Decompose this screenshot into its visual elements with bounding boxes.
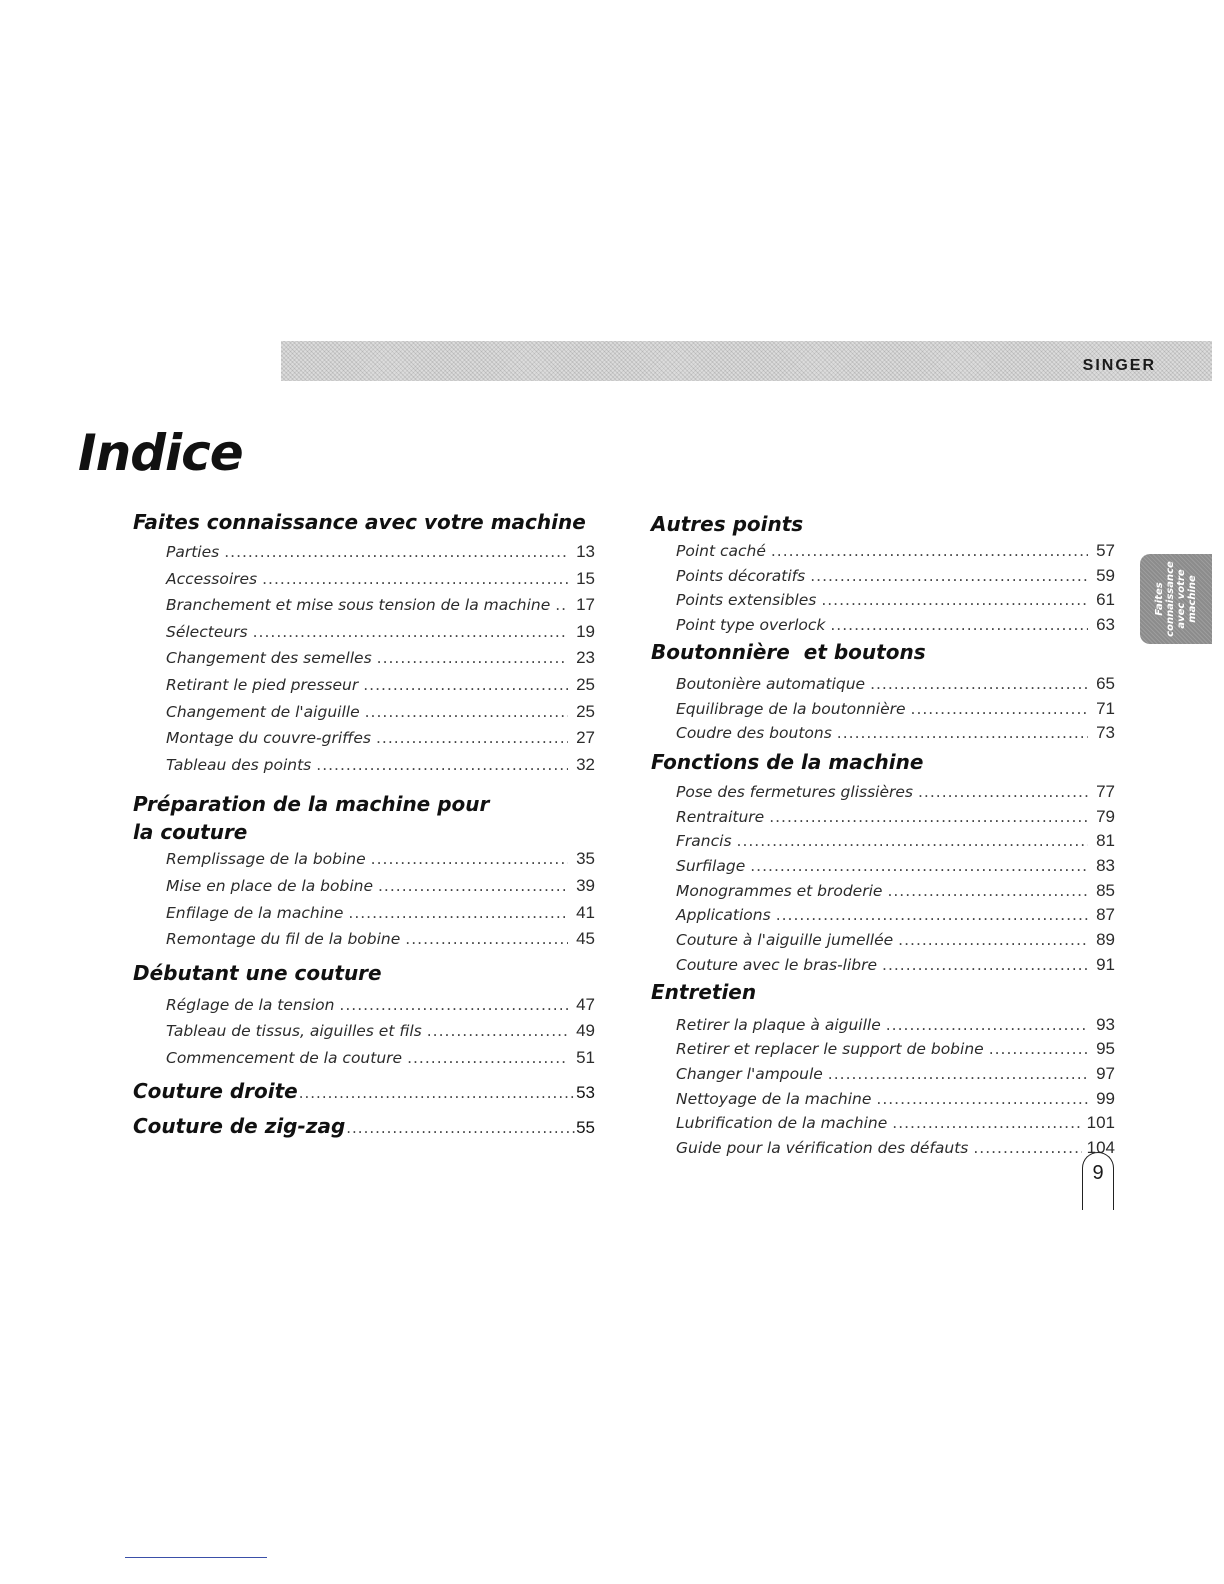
toc-entry[interactable] bbox=[651, 854, 1115, 879]
toc-entry-label: Changement des semelles bbox=[166, 649, 372, 668]
chapter-tab-label bbox=[1154, 561, 1198, 637]
toc-entry[interactable] bbox=[133, 619, 595, 646]
toc-entry-label: Surfilage bbox=[676, 857, 746, 876]
toc-major-entry[interactable] bbox=[133, 1075, 595, 1110]
toc-entry-label: Remplissage de la bobine bbox=[166, 850, 366, 869]
toc-entry-label: Monogrammes et broderie bbox=[676, 881, 883, 900]
toc-entry[interactable] bbox=[133, 900, 595, 927]
toc-entry-label: Guide pour la vérification des défauts bbox=[676, 1139, 969, 1158]
section-heading: Fonctions de la machine bbox=[651, 749, 924, 774]
toc-entry-label: Coudre des boutons bbox=[676, 724, 832, 743]
toc-entry-page: 41 bbox=[576, 902, 595, 922]
toc-entry[interactable] bbox=[651, 721, 1115, 746]
chapter-tab-line: avec votre bbox=[1176, 569, 1187, 629]
section-heading: Débutant une couture bbox=[133, 960, 382, 985]
section-heading: Faites connaissance avec votre machine bbox=[133, 510, 586, 534]
toc-entry[interactable] bbox=[651, 564, 1115, 589]
toc-entry[interactable] bbox=[651, 1111, 1115, 1136]
toc-entry[interactable] bbox=[651, 539, 1115, 564]
toc-major-page: 53 bbox=[576, 1082, 595, 1102]
toc-entry-page: 104 bbox=[1086, 1138, 1115, 1158]
leader-dots bbox=[769, 806, 1088, 830]
toc-entry-label: Boutonière automatique bbox=[676, 674, 866, 693]
leader-dots bbox=[376, 725, 568, 752]
toc-entry[interactable] bbox=[651, 829, 1115, 854]
toc-entry[interactable] bbox=[651, 1087, 1115, 1112]
toc-entry-page: 89 bbox=[1096, 930, 1115, 950]
toc-entry-page: 19 bbox=[576, 621, 595, 641]
toc-entry[interactable] bbox=[133, 992, 595, 1019]
toc-entry-label: Sélecteurs bbox=[166, 622, 248, 641]
leader-dots bbox=[886, 1014, 1088, 1038]
toc-entry-page: 23 bbox=[576, 648, 595, 668]
leader-dots bbox=[911, 698, 1088, 722]
toc-entry-page: 73 bbox=[1096, 723, 1115, 743]
leader-dots bbox=[898, 929, 1088, 953]
leader-dots bbox=[810, 565, 1088, 589]
toc-entry-label: Retirer et replacer le support de bobine bbox=[676, 1040, 984, 1059]
toc-entry-page: 71 bbox=[1096, 698, 1115, 718]
toc-entry[interactable] bbox=[651, 903, 1115, 928]
footer-rule bbox=[125, 1557, 267, 1558]
toc-entry[interactable] bbox=[651, 780, 1115, 805]
leader-dots bbox=[299, 1077, 575, 1110]
toc-entry[interactable] bbox=[651, 953, 1115, 978]
toc-major-label: Couture de zig-zag bbox=[133, 1113, 346, 1138]
leader-dots bbox=[821, 589, 1088, 613]
toc-entry-page: 79 bbox=[1096, 806, 1115, 826]
toc-entry-label: Réglage de la tension bbox=[166, 995, 335, 1014]
leader-dots bbox=[405, 926, 568, 953]
toc-entry[interactable] bbox=[133, 592, 595, 619]
toc-entry-page: 65 bbox=[1096, 673, 1115, 693]
leader-dots bbox=[348, 900, 568, 927]
toc-entry-page: 27 bbox=[576, 728, 595, 748]
toc-entry-label: Montage du couvre-griffes bbox=[166, 729, 371, 748]
toc-entry-label: Accessoires bbox=[166, 569, 258, 588]
toc-entry-label: Retirant le pied presseur bbox=[166, 675, 359, 694]
leader-dots bbox=[830, 614, 1088, 638]
toc-entry-label: Point type overlock bbox=[676, 616, 826, 635]
toc-left-column bbox=[133, 508, 595, 1145]
toc-right-column bbox=[651, 508, 1115, 1161]
toc-list bbox=[133, 539, 595, 778]
toc-entry-page: 91 bbox=[1096, 954, 1115, 974]
leader-dots bbox=[837, 722, 1088, 746]
toc-entry-page: 61 bbox=[1096, 590, 1115, 610]
leader-dots bbox=[407, 1045, 568, 1072]
toc-entry-page: 99 bbox=[1096, 1088, 1115, 1108]
page-title: Indice bbox=[78, 424, 243, 482]
chapter-tab-line: Faites bbox=[1154, 582, 1165, 616]
leader-dots bbox=[365, 699, 568, 726]
leader-dots bbox=[737, 830, 1088, 854]
toc-entry-page: 81 bbox=[1096, 831, 1115, 851]
toc-entry-page: 35 bbox=[576, 849, 595, 869]
leader-dots bbox=[363, 672, 568, 699]
toc-entry-label: Changer l'ampoule bbox=[676, 1064, 823, 1083]
toc-entry-label: Tableau de tissus, aiguilles et fils bbox=[166, 1022, 422, 1041]
toc-entry[interactable] bbox=[133, 725, 595, 752]
leader-dots bbox=[887, 880, 1088, 904]
toc-entry[interactable] bbox=[133, 1018, 595, 1045]
toc-entry[interactable] bbox=[133, 645, 595, 672]
leader-dots bbox=[828, 1063, 1088, 1087]
toc-entry-label: Remontage du fil de la bobine bbox=[166, 930, 401, 949]
leader-dots bbox=[427, 1018, 568, 1045]
toc-entry[interactable] bbox=[133, 539, 595, 566]
leader-dots bbox=[377, 645, 568, 672]
toc-entry[interactable] bbox=[651, 613, 1115, 638]
toc-entry-page: 45 bbox=[576, 929, 595, 949]
toc-entry-page: 49 bbox=[576, 1021, 595, 1041]
toc-entry[interactable] bbox=[133, 566, 595, 593]
toc-entry-label: Nettoyage de la machine bbox=[676, 1089, 872, 1108]
section-heading: Préparation de la machine pour la couture bbox=[133, 792, 490, 845]
toc-entry-page: 57 bbox=[1096, 541, 1115, 560]
toc-entry-page: 77 bbox=[1096, 781, 1115, 801]
toc-entry-page: 93 bbox=[1096, 1014, 1115, 1034]
page-number: 9 bbox=[1082, 1152, 1114, 1210]
toc-list bbox=[651, 780, 1115, 978]
toc-entry-label: Branchement et mise sous tension de la machine bbox=[166, 596, 551, 615]
toc-entry[interactable] bbox=[133, 752, 595, 779]
toc-entry-page: 101 bbox=[1086, 1113, 1115, 1133]
toc-major-page: 55 bbox=[576, 1117, 595, 1137]
toc-entry-label: Tableau des points bbox=[166, 755, 312, 774]
toc-entry-page: 51 bbox=[576, 1047, 595, 1067]
toc-entry-page: 63 bbox=[1096, 615, 1115, 635]
brand-logo: SINGER bbox=[1082, 357, 1156, 374]
toc-entry-page: 13 bbox=[576, 542, 595, 561]
toc-entry-page: 87 bbox=[1096, 905, 1115, 925]
leader-dots bbox=[882, 954, 1088, 978]
toc-entry-label: Equilibrage de la boutonnière bbox=[676, 699, 906, 718]
section-heading: Autres points bbox=[651, 512, 804, 536]
toc-entry[interactable] bbox=[651, 1136, 1115, 1161]
toc-entry[interactable] bbox=[133, 672, 595, 699]
leader-dots bbox=[870, 673, 1088, 697]
toc-list bbox=[133, 992, 595, 1072]
toc-entry-page: 59 bbox=[1096, 565, 1115, 585]
toc-entry[interactable] bbox=[133, 1045, 595, 1072]
toc-entry[interactable] bbox=[651, 879, 1115, 904]
leader-dots bbox=[750, 855, 1088, 879]
toc-entry-label: Applications bbox=[676, 906, 771, 925]
toc-entry[interactable] bbox=[651, 1037, 1115, 1062]
toc-entry-page: 25 bbox=[576, 701, 595, 721]
leader-dots bbox=[776, 904, 1088, 928]
leader-dots bbox=[876, 1088, 1088, 1112]
toc-entry-label: Rentraiture bbox=[676, 807, 765, 826]
leader-dots bbox=[262, 566, 568, 593]
toc-entry[interactable] bbox=[651, 672, 1115, 697]
toc-entry-page: 17 bbox=[576, 595, 595, 615]
toc-entry-label: Mise en place de la bobine bbox=[166, 876, 373, 895]
leader-dots bbox=[973, 1137, 1081, 1161]
toc-entry-label: Enfilage de la machine bbox=[166, 903, 344, 922]
toc-major-label: Couture droite bbox=[133, 1078, 298, 1103]
chapter-tab-line: connaissance bbox=[1165, 561, 1176, 637]
toc-entry-page: 39 bbox=[576, 875, 595, 895]
leader-dots bbox=[316, 752, 568, 779]
toc-entry-page: 25 bbox=[576, 674, 595, 694]
leader-dots bbox=[371, 846, 568, 873]
toc-entry[interactable] bbox=[651, 928, 1115, 953]
toc-entry-page: 47 bbox=[576, 994, 595, 1014]
toc-entry-label: Points décoratifs bbox=[676, 566, 806, 585]
leader-dots bbox=[555, 592, 568, 619]
header-banner bbox=[281, 341, 1212, 381]
toc-list bbox=[133, 846, 595, 952]
toc-entry-label: Francis bbox=[676, 832, 732, 851]
toc-major-entry[interactable] bbox=[133, 1110, 595, 1145]
leader-dots bbox=[771, 540, 1088, 564]
chapter-tab bbox=[1140, 554, 1212, 644]
toc-entry-page: 97 bbox=[1096, 1063, 1115, 1083]
toc-entry-label: Couture à l'aiguille jumellée bbox=[676, 931, 894, 950]
toc-entry-label: Commencement de la couture bbox=[166, 1048, 403, 1067]
toc-entry-label: Parties bbox=[166, 543, 220, 561]
leader-dots bbox=[989, 1038, 1088, 1062]
toc-entry[interactable] bbox=[651, 697, 1115, 722]
toc-entry-label: Changement de l'aiguille bbox=[166, 702, 360, 721]
toc-entry[interactable] bbox=[651, 1062, 1115, 1087]
leader-dots bbox=[346, 1112, 575, 1145]
leader-dots bbox=[224, 539, 568, 566]
section-heading: Boutonnière et boutons bbox=[651, 639, 926, 664]
toc-entry-label: Retirer la plaque à aiguille bbox=[676, 1015, 881, 1034]
toc-entry-page: 32 bbox=[576, 754, 595, 774]
toc-list bbox=[651, 672, 1115, 746]
leader-dots bbox=[253, 619, 568, 646]
leader-dots bbox=[339, 992, 568, 1019]
chapter-tab-line: machine bbox=[1187, 575, 1198, 623]
toc-entry-page: 83 bbox=[1096, 856, 1115, 876]
toc-entry[interactable] bbox=[133, 873, 595, 900]
toc-entry-label: Point caché bbox=[676, 542, 766, 560]
toc-entry[interactable] bbox=[651, 588, 1115, 613]
toc-entry-page: 85 bbox=[1096, 880, 1115, 900]
toc-entry[interactable] bbox=[133, 846, 595, 873]
leader-dots bbox=[892, 1112, 1081, 1136]
toc-entry[interactable] bbox=[133, 699, 595, 726]
toc-entry-page: 95 bbox=[1096, 1039, 1115, 1059]
toc-entry[interactable] bbox=[133, 926, 595, 953]
toc-entry-label: Pose des fermetures glissières bbox=[676, 782, 913, 801]
toc-entry-page: 15 bbox=[576, 568, 595, 588]
toc-list bbox=[651, 1013, 1115, 1161]
leader-dots bbox=[378, 873, 568, 900]
toc-entry-label: Points extensibles bbox=[676, 591, 817, 610]
toc-entry-label: Lubrification de la machine bbox=[676, 1114, 888, 1133]
toc-entry-label: Couture avec le bras-libre bbox=[676, 955, 878, 974]
section-heading: Entretien bbox=[651, 979, 757, 1004]
toc-entry[interactable] bbox=[651, 805, 1115, 830]
toc-list bbox=[651, 539, 1115, 638]
leader-dots bbox=[918, 781, 1088, 805]
toc-entry[interactable] bbox=[651, 1013, 1115, 1038]
